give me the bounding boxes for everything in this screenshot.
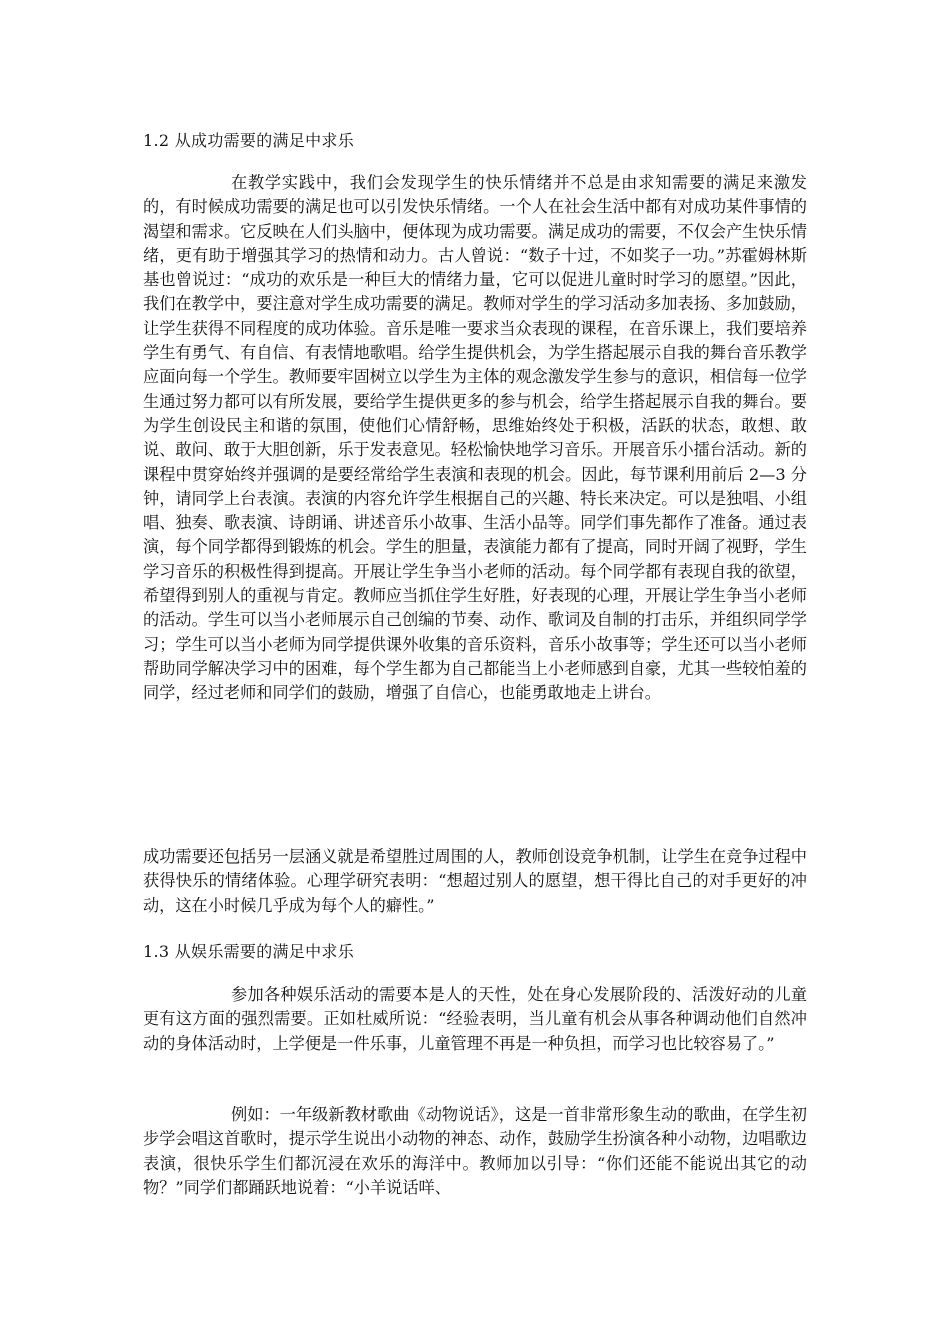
section-heading-1-2: 1.2 从成功需要的满足中求乐 — [143, 131, 355, 150]
section-heading-1-3: 1.3 从娱乐需要的满足中求乐 — [143, 942, 355, 961]
paragraph-example-animal-song: 例如：一年级新教材歌曲《动物说话》，这是一首非常形象生动的歌曲，在学生初步学会唱这首歌时，提示学生说出小动物的神态、动作，鼓励学生扮演各种小动物，边唱歌边表演，很快乐学生们都沉浸在欢乐的海洋中。教师加以引导：“你们还能不能说出其它的动物？”同学们都踊跃地说着：“小羊说话咩、 — [143, 1105, 807, 1197]
paragraph-success-needs: 在教学实践中，我们会发现学生的快乐情绪并不总是由求知需要的满足来激发的，有时候成功需要的满足也可以引发快乐情绪。一个人在社会生活中都有对成功某件事情的渴望和需求。它反映在人们头脑中，便体现为成功需要。满足成功的需要，不仅会产生快乐情绪，更有助于增强其学习的热情和动力。古人曾说：“数子十过，不如奖子一功。”苏霍姆林斯基也曾说过：“成功的欢乐是一种巨大的情绪力量，它可以促进儿童时时学习的愿望。”因此，我们在教学中，要注意对学生成功需要的满足。教师对学生的学习活动多加表扬、多加鼓励，让学生获得不同程度的成功体验。音乐是唯一要求当众表现的课程，在音乐课上，我们要培养学生有勇气、有自信、有表情地歌唱。给学生提供机会，为学生搭起展示自我的舞台音乐教学应面向每一个学生。教师要牢固树立以学生为主体的观念激发学生参与的意识，相信每一位学生通过努力都可以有所发展，要给学生提供更多的参与机会，给学生搭起展示自我的舞台。要为学生创设民主和谐的氛围，使他们心情舒畅，思维始终处于积极，活跃的状态，敢想、敢说、敢问、敢于大胆创新，乐于发表意见。轻松愉快地学习音乐。开展音乐小擂台活动。新的课程中贯穿始终并强调的是要经常给学生表演和表现的机会。因此，每节课利用前后 2—3 分钟，请同学上台表演。表演的内容允许学生根据自己的兴趣、特长来决定。可以是独唱、小组唱、独奏、歌表演、诗朗诵、讲述音乐小故事、生活小品等。同学们事先都作了准备。通过表演，每个同学都得到锻炼的机会。学生的胆量，表演能力都有了提高，同时开阔了视野，学生学习音乐的积极性得到提高。开展让学生争当小老师的活动。每个同学都有表现自我的欲望，希望得到别人的重视与肯定。教师应当抓住学生好胜，好表现的心理，开展让学生争当小老师的活动。学生可以当小老师展示自己创编的节奏、动作、歌词及自制的打击乐，并组织同学学习；学生可以当小老师为同学提供课外收集的音乐资料，音乐小故事等；学生还可以当小老师帮助同学解决学习中的困难，每个学生都为自己都能当上小老师感到自豪，尤其一些较怕羞的同学，经过老师和同学们的鼓励，增强了自信心，也能勇敢地走上讲台。 — [143, 173, 807, 703]
paragraph-competition: 成功需要还包括另一层涵义就是希望胜过周围的人，教师创设竞争机制，让学生在竞争过程中获得快乐的情绪体验。心理学研究表明：“想超过别人的愿望，想干得比自己的对手更好的冲动，这在小时候几乎成为每个人的癖性。” — [143, 847, 807, 915]
paragraph-entertainment-needs: 参加各种娱乐活动的需要本是人的天性，处在身心发展阶段的、活泼好动的儿童更有这方面的强烈需要。正如杜威所说：“经验表明，当儿童有机会从事各种调动他们自然冲动的身体活动时，上学便是一件乐事，儿童管理不再是一种负担，而学习也比较容易了。” — [143, 985, 807, 1053]
